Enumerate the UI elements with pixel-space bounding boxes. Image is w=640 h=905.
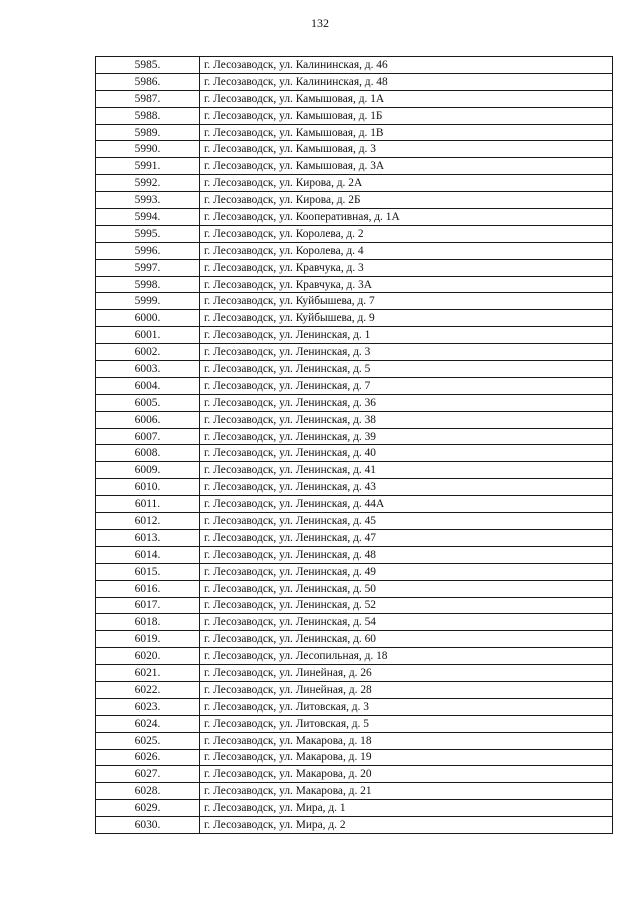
row-number-cell: 5989. bbox=[96, 124, 200, 141]
table-row bbox=[96, 783, 613, 800]
address-cell: г. Лесозаводск, ул. Литовская, д. 5 bbox=[200, 715, 613, 732]
table-row bbox=[96, 394, 613, 411]
address-cell: г. Лесозаводск, ул. Ленинская, д. 47 bbox=[200, 529, 613, 546]
address-cell: г. Лесозаводск, ул. Ленинская, д. 60 bbox=[200, 631, 613, 648]
row-number-cell: 6012. bbox=[96, 513, 200, 530]
table-row bbox=[96, 749, 613, 766]
address-cell: г. Лесозаводск, ул. Макарова, д. 21 bbox=[200, 783, 613, 800]
address-cell: г. Лесозаводск, ул. Камышовая, д. 1В bbox=[200, 124, 613, 141]
row-number-cell: 5990. bbox=[96, 141, 200, 158]
table-row bbox=[96, 496, 613, 513]
row-number-cell: 6028. bbox=[96, 783, 200, 800]
table-row bbox=[96, 310, 613, 327]
table-row bbox=[96, 563, 613, 580]
table-row bbox=[96, 107, 613, 124]
row-number-cell: 5999. bbox=[96, 293, 200, 310]
address-cell: г. Лесозаводск, ул. Макарова, д. 18 bbox=[200, 732, 613, 749]
table-row bbox=[96, 681, 613, 698]
address-cell: г. Лесозаводск, ул. Линейная, д. 26 bbox=[200, 665, 613, 682]
address-cell: г. Лесозаводск, ул. Камышовая, д. 1А bbox=[200, 90, 613, 107]
row-number-cell: 6015. bbox=[96, 563, 200, 580]
address-cell: г. Лесозаводск, ул. Линейная, д. 28 bbox=[200, 681, 613, 698]
address-cell: г. Лесозаводск, ул. Ленинская, д. 7 bbox=[200, 377, 613, 394]
address-cell: г. Лесозаводск, ул. Ленинская, д. 1 bbox=[200, 327, 613, 344]
table-row bbox=[96, 597, 613, 614]
row-number-cell: 6026. bbox=[96, 749, 200, 766]
address-cell: г. Лесозаводск, ул. Камышовая, д. 3 bbox=[200, 141, 613, 158]
row-number-cell: 6007. bbox=[96, 428, 200, 445]
table-row bbox=[96, 225, 613, 242]
address-cell: г. Лесозаводск, ул. Кравчука, д. 3А bbox=[200, 276, 613, 293]
table-row bbox=[96, 242, 613, 259]
table-row bbox=[96, 665, 613, 682]
row-number-cell: 6010. bbox=[96, 479, 200, 496]
table-row bbox=[96, 698, 613, 715]
row-number-cell: 6025. bbox=[96, 732, 200, 749]
address-cell: г. Лесозаводск, ул. Ленинская, д. 40 bbox=[200, 445, 613, 462]
row-number-cell: 6002. bbox=[96, 344, 200, 361]
table-row bbox=[96, 209, 613, 226]
address-cell: г. Лесозаводск, ул. Куйбышева, д. 7 bbox=[200, 293, 613, 310]
row-number-cell: 6011. bbox=[96, 496, 200, 513]
row-number-cell: 6009. bbox=[96, 462, 200, 479]
address-cell: г. Лесозаводск, ул. Ленинская, д. 49 bbox=[200, 563, 613, 580]
row-number-cell: 6023. bbox=[96, 698, 200, 715]
address-cell: г. Лесозаводск, ул. Ленинская, д. 43 bbox=[200, 479, 613, 496]
address-cell: г. Лесозаводск, ул. Ленинская, д. 45 bbox=[200, 513, 613, 530]
row-number-cell: 6019. bbox=[96, 631, 200, 648]
table-row bbox=[96, 766, 613, 783]
row-number-cell: 6029. bbox=[96, 800, 200, 817]
row-number-cell: 5985. bbox=[96, 57, 200, 74]
address-cell: г. Лесозаводск, ул. Калининская, д. 48 bbox=[200, 73, 613, 90]
row-number-cell: 6003. bbox=[96, 361, 200, 378]
table-row bbox=[96, 276, 613, 293]
address-cell: г. Лесозаводск, ул. Кооперативная, д. 1А bbox=[200, 209, 613, 226]
table-row bbox=[96, 648, 613, 665]
row-number-cell: 5993. bbox=[96, 192, 200, 209]
address-cell: г. Лесозаводск, ул. Ленинская, д. 3 bbox=[200, 344, 613, 361]
table-row bbox=[96, 141, 613, 158]
table-row bbox=[96, 513, 613, 530]
row-number-cell: 6017. bbox=[96, 597, 200, 614]
table-row bbox=[96, 614, 613, 631]
table-row bbox=[96, 428, 613, 445]
row-number-cell: 6018. bbox=[96, 614, 200, 631]
address-cell: г. Лесозаводск, ул. Кирова, д. 2Б bbox=[200, 192, 613, 209]
address-cell: г. Лесозаводск, ул. Ленинская, д. 50 bbox=[200, 580, 613, 597]
address-cell: г. Лесозаводск, ул. Камышовая, д. 3А bbox=[200, 158, 613, 175]
table-row bbox=[96, 192, 613, 209]
address-cell: г. Лесозаводск, ул. Ленинская, д. 44А bbox=[200, 496, 613, 513]
row-number-cell: 5986. bbox=[96, 73, 200, 90]
row-number-cell: 6027. bbox=[96, 766, 200, 783]
table-row bbox=[96, 580, 613, 597]
table-row bbox=[96, 124, 613, 141]
address-cell: г. Лесозаводск, ул. Ленинская, д. 5 bbox=[200, 361, 613, 378]
row-number-cell: 6020. bbox=[96, 648, 200, 665]
table-row bbox=[96, 175, 613, 192]
row-number-cell: 6022. bbox=[96, 681, 200, 698]
row-number-cell: 5992. bbox=[96, 175, 200, 192]
table-row bbox=[96, 732, 613, 749]
row-number-cell: 6006. bbox=[96, 411, 200, 428]
address-cell: г. Лесозаводск, ул. Литовская, д. 3 bbox=[200, 698, 613, 715]
row-number-cell: 6004. bbox=[96, 377, 200, 394]
row-number-cell: 5998. bbox=[96, 276, 200, 293]
row-number-cell: 6030. bbox=[96, 817, 200, 834]
address-cell: г. Лесозаводск, ул. Лесопильная, д. 18 bbox=[200, 648, 613, 665]
address-table bbox=[95, 56, 613, 834]
table-row bbox=[96, 90, 613, 107]
address-cell: г. Лесозаводск, ул. Мира, д. 1 bbox=[200, 800, 613, 817]
row-number-cell: 6001. bbox=[96, 327, 200, 344]
address-cell: г. Лесозаводск, ул. Макарова, д. 19 bbox=[200, 749, 613, 766]
row-number-cell: 6008. bbox=[96, 445, 200, 462]
table-row bbox=[96, 715, 613, 732]
address-cell: г. Лесозаводск, ул. Ленинская, д. 52 bbox=[200, 597, 613, 614]
table-row bbox=[96, 631, 613, 648]
row-number-cell: 5988. bbox=[96, 107, 200, 124]
table-row bbox=[96, 259, 613, 276]
address-cell: г. Лесозаводск, ул. Камышовая, д. 1Б bbox=[200, 107, 613, 124]
page-number: 132 bbox=[311, 16, 329, 30]
address-cell: г. Лесозаводск, ул. Ленинская, д. 39 bbox=[200, 428, 613, 445]
row-number-cell: 6014. bbox=[96, 546, 200, 563]
address-cell: г. Лесозаводск, ул. Ленинская, д. 54 bbox=[200, 614, 613, 631]
address-cell: г. Лесозаводск, ул. Королева, д. 2 bbox=[200, 225, 613, 242]
row-number-cell: 6016. bbox=[96, 580, 200, 597]
table-row bbox=[96, 377, 613, 394]
table-row bbox=[96, 327, 613, 344]
table-row bbox=[96, 73, 613, 90]
row-number-cell: 5994. bbox=[96, 209, 200, 226]
address-cell: г. Лесозаводск, ул. Ленинская, д. 38 bbox=[200, 411, 613, 428]
row-number-cell: 6000. bbox=[96, 310, 200, 327]
address-cell: г. Лесозаводск, ул. Макарова, д. 20 bbox=[200, 766, 613, 783]
address-cell: г. Лесозаводск, ул. Королева, д. 4 bbox=[200, 242, 613, 259]
address-cell: г. Лесозаводск, ул. Кирова, д. 2А bbox=[200, 175, 613, 192]
address-table-body bbox=[96, 57, 613, 834]
row-number-cell: 5991. bbox=[96, 158, 200, 175]
address-cell: г. Лесозаводск, ул. Ленинская, д. 41 bbox=[200, 462, 613, 479]
address-cell: г. Лесозаводск, ул. Ленинская, д. 36 bbox=[200, 394, 613, 411]
row-number-cell: 5995. bbox=[96, 225, 200, 242]
table-row bbox=[96, 462, 613, 479]
address-cell: г. Лесозаводск, ул. Мира, д. 2 bbox=[200, 817, 613, 834]
row-number-cell: 6005. bbox=[96, 394, 200, 411]
row-number-cell: 5997. bbox=[96, 259, 200, 276]
table-row bbox=[96, 817, 613, 834]
address-cell: г. Лесозаводск, ул. Калининская, д. 46 bbox=[200, 57, 613, 74]
table-row bbox=[96, 529, 613, 546]
table-row bbox=[96, 361, 613, 378]
table-row bbox=[96, 57, 613, 74]
table-row bbox=[96, 344, 613, 361]
table-row bbox=[96, 411, 613, 428]
address-cell: г. Лесозаводск, ул. Куйбышева, д. 9 bbox=[200, 310, 613, 327]
table-row bbox=[96, 800, 613, 817]
table-row bbox=[96, 445, 613, 462]
table-row bbox=[96, 546, 613, 563]
table-row bbox=[96, 293, 613, 310]
address-cell: г. Лесозаводск, ул. Кравчука, д. 3 bbox=[200, 259, 613, 276]
row-number-cell: 6021. bbox=[96, 665, 200, 682]
row-number-cell: 5987. bbox=[96, 90, 200, 107]
row-number-cell: 6024. bbox=[96, 715, 200, 732]
address-cell: г. Лесозаводск, ул. Ленинская, д. 48 bbox=[200, 546, 613, 563]
table-row bbox=[96, 158, 613, 175]
row-number-cell: 6013. bbox=[96, 529, 200, 546]
table-row bbox=[96, 479, 613, 496]
row-number-cell: 5996. bbox=[96, 242, 200, 259]
